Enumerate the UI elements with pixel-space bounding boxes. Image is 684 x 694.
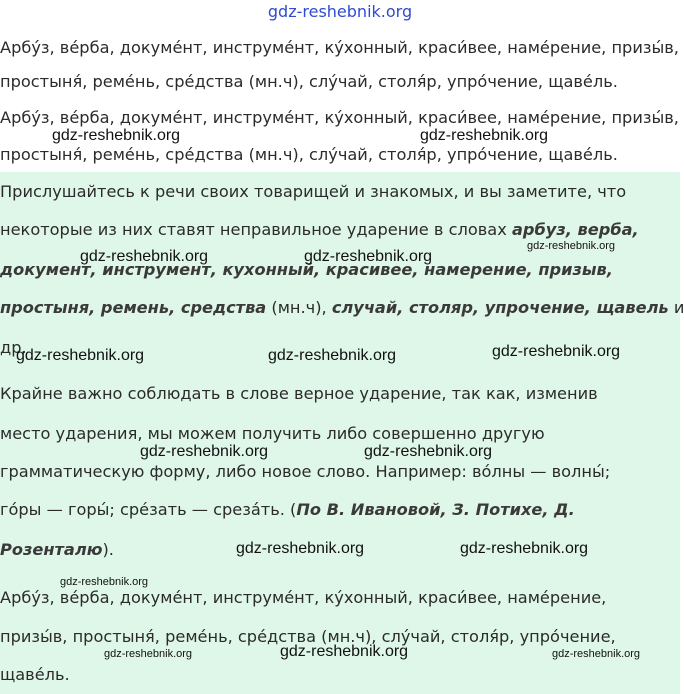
paragraph-3-line: щаве́ль.	[0, 665, 70, 684]
paragraph-2-line: грамматическую форму, либо новое слово. Например: во́лны — волны́;	[0, 462, 611, 481]
paragraph-2-line: место ударения, мы можем получить либо совершенно другую	[0, 424, 545, 443]
paragraph-1-line	[0, 220, 639, 240]
italic-words: документ, инструмент, кухонный, красивее, намерение, призыв,	[0, 260, 613, 279]
italic-words: Розенталю	[0, 540, 103, 559]
italic-words: простыня, ремень, средства	[0, 298, 267, 317]
watermark: gdz-reshebnik.org	[552, 648, 641, 660]
italic-words: арбуз, верба,	[511, 220, 639, 239]
paragraph-1-line: др.	[0, 338, 27, 357]
paragraph-3-line: призы́в, простыня́, реме́нь, сре́дства (мн.ч), слу́чай, столя́р, упро́чение,	[0, 627, 616, 646]
italic-words: По В. Ивановой, З. Потихе, Д.	[296, 500, 575, 519]
text-span: некоторые из них ставят неправильное ударение в словах	[0, 220, 512, 239]
paragraph-1-line: Прислушайтесь к речи своих товарищей и знакомых, и вы заметите, что	[0, 182, 627, 201]
watermark: gdz-reshebnik.org	[527, 240, 616, 252]
text-span: (мн.ч),	[266, 298, 332, 317]
watermark: gdz-reshebnik.org	[236, 540, 365, 557]
paragraph-3-line: Арбу́з, ве́рба, докуме́нт, инструме́нт, ку́хонный, краси́вее, наме́рение,	[0, 588, 607, 607]
text-line: Арбу́з, ве́рба, докуме́нт, инструме́нт, ку́хонный, краси́вее, наме́рение, призы́в,	[0, 38, 679, 57]
text-span: и	[668, 298, 684, 317]
paragraph-1-line	[0, 298, 684, 318]
watermark: gdz-reshebnik.org	[16, 347, 145, 364]
watermark: gdz-reshebnik.org	[420, 127, 549, 144]
watermark: gdz-reshebnik.org	[460, 540, 589, 557]
watermark: gdz-reshebnik.org	[80, 248, 209, 265]
watermark: gdz-reshebnik.org	[364, 443, 493, 460]
paragraph-2-line: Крайне важно соблюдать в слове верное ударение, так как, изменив	[0, 384, 598, 403]
text-span: ).	[102, 540, 114, 559]
watermark: gdz-reshebnik.org	[104, 648, 193, 660]
watermark: gdz-reshebnik.org	[304, 248, 433, 265]
text-line: простыня́, реме́нь, сре́дства (мн.ч), слу́чай, столя́р, упро́чение, щаве́ль.	[0, 72, 618, 91]
paragraph-2-line	[0, 500, 575, 520]
watermark: gdz-reshebnik.org	[52, 127, 181, 144]
text-line: Арбу́з, ве́рба, докуме́нт, инструме́нт, ку́хонный, краси́вее, наме́рение, призы́в,	[0, 108, 679, 127]
watermark: gdz-reshebnik.org	[280, 643, 409, 660]
text-span: го́ры — горы́; срéзать — среза́ть. (	[0, 500, 297, 519]
italic-words: случай, столяр, упрочение, щавель	[331, 298, 669, 317]
watermark: gdz-reshebnik.org	[268, 347, 397, 364]
watermark: gdz-reshebnik.org	[492, 343, 621, 360]
text-line: простыня́, реме́нь, сре́дства (мн.ч), слу́чай, столя́р, упро́чение, щаве́ль.	[0, 145, 618, 164]
watermark: gdz-reshebnik.org	[140, 443, 269, 460]
watermark: gdz-reshebnik.org	[60, 576, 149, 588]
paragraph-2-line	[0, 540, 114, 560]
site-watermark-header: gdz-reshebnik.org	[267, 2, 413, 21]
